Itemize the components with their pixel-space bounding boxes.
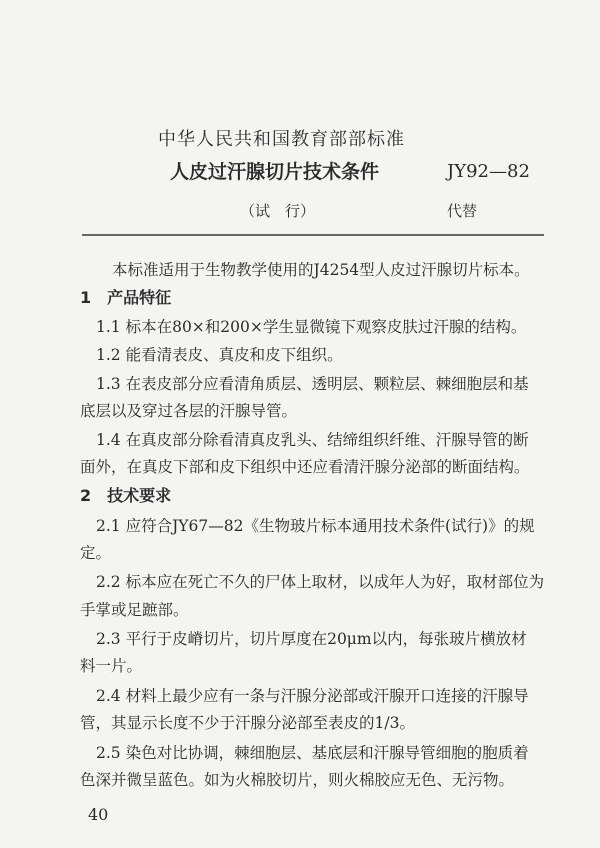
clause-line: 2.1 应符合JY67—82《生物玻片标本通用技术条件(试行)》的规 (96, 517, 535, 535)
header-divider (82, 234, 544, 236)
document-title: 人皮过汗腺切片技术条件 (170, 161, 380, 183)
clause-line: 2.3 平行于皮嵴切片，切片厚度在20μm以内，每张玻片横放材 (96, 630, 527, 648)
clause-line: 2.2 标本应在死亡不久的尸体上取材，以成年人为好，取材部位为 (96, 573, 545, 591)
replaces-label: 代替 (447, 202, 478, 220)
clause-line: 1.3 在表皮部分应看清角质层、透明层、颗粒层、棘细胞层和基 (96, 375, 529, 393)
clause-line: 2.5 染色对比协调，棘细胞层、基底层和汗腺导管细胞的胞质着 (96, 744, 529, 762)
clause-line: 料一片。 (80, 657, 143, 675)
clause-line: 1.4 在真皮部分除看清真皮乳头、结缔组织纤维、汗腺导管的断 (96, 431, 529, 449)
clause-line: 色深并微呈蓝色。如为火棉胶切片，则火棉胶应无色、无污物。 (80, 771, 515, 789)
clause-line: 1.1 标本在80×和200×学生显微镜下观察皮肤过汗腺的结构。 (96, 318, 527, 336)
page-number: 40 (88, 805, 109, 824)
clause-line: 定。 (80, 544, 112, 562)
clause-line: 底层以及穿过各层的汗腺导管。 (80, 402, 298, 420)
clause-line: 面外，在真皮下部和皮下组织中还应看清汗腺分泌部的断面结构。 (80, 458, 530, 476)
trial-label: （试 行） (240, 202, 316, 220)
intro-text: 本标准适用于生物教学使用的J4254型人皮过汗腺切片标本。 (112, 261, 530, 279)
section-heading: 2 技术要求 (80, 486, 172, 505)
clause-line: 手掌或足蹠部。 (80, 601, 189, 619)
standard-code: JY92—82 (447, 161, 530, 182)
ministry-standard: 中华人民共和国教育部部标准 (158, 129, 405, 150)
clause-line: 管，其显示长度不少于汗腺分泌部至表皮的1/3。 (80, 714, 415, 732)
clause-line: 1.2 能看清表皮、真皮和皮下组织。 (96, 346, 343, 364)
section-heading: 1 产品特征 (80, 288, 172, 307)
clause-line: 2.4 材料上最少应有一条与汗腺分泌部或汗腺开口连接的汗腺导 (96, 687, 529, 705)
